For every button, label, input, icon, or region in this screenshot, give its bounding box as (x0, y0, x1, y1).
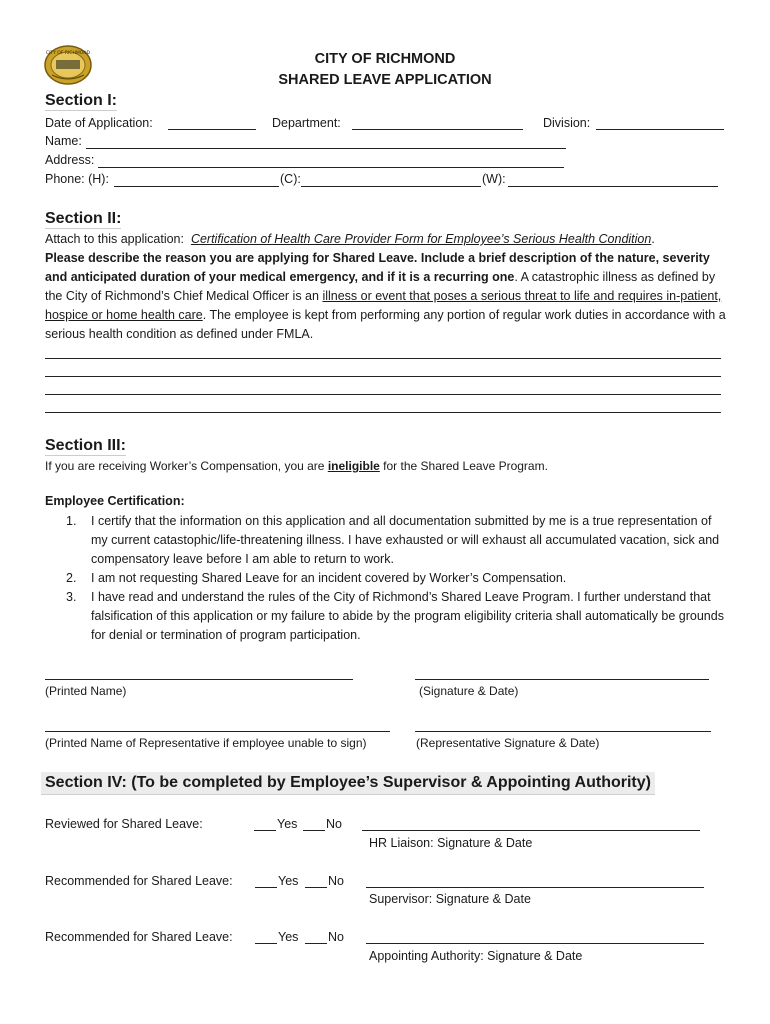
reviewed-yes-label: Yes (277, 817, 298, 831)
appointing-signature-field[interactable] (366, 943, 704, 944)
address-field[interactable] (98, 167, 564, 168)
department-label: Department: (272, 116, 341, 130)
form-title-line-1: CITY OF RICHMOND (314, 51, 456, 67)
appointing-yes-blank[interactable] (255, 943, 277, 944)
department-field[interactable] (352, 129, 523, 130)
certification-item-1: 1. I certify that the information on this application and all documentation submitted by me is a true representation of my current catastophic/life-threatening illness. I have exhausted or will exhaust all accumulated vacation, sick and compensatory leave before I am able to return to work. (66, 514, 720, 566)
supervisor-caption: Supervisor: Signature & Date (369, 892, 531, 906)
date-of-application-field[interactable] (168, 129, 256, 130)
supervisor-yes-label: Yes (278, 874, 299, 888)
date-of-application-label: Date of Application: (45, 116, 153, 130)
hr-liaison-signature-field[interactable] (362, 830, 700, 831)
supervisor-signature-field[interactable] (366, 887, 704, 888)
division-field[interactable] (596, 129, 724, 130)
certification-item-3: 3. I have read and understand the rules of the City of Richmond’s Shared Leave Program. I further understand that falsification of this application or my failure to abide by the program eligibility criteria shall automatically be grounds for denial or termination of program participation. (66, 590, 724, 642)
certification-item-2: 2. I am not requesting Shared Leave for an incident covered by Worker’s Compensation. (66, 571, 567, 585)
name-field[interactable] (86, 148, 566, 149)
reason-line-3[interactable] (45, 394, 721, 395)
phone-cell-field[interactable] (301, 186, 481, 187)
health-care-form-link[interactable]: Certification of Health Care Provider Form for Employee’s Serious Health Condition (190, 232, 652, 246)
recommended-appointing-label: Recommended for Shared Leave: (45, 930, 233, 944)
workers-comp-notice: If you are receiving Worker’s Compensation, you are ineligible for the Shared Leave Program. (45, 459, 548, 473)
recommended-supervisor-label: Recommended for Shared Leave: (45, 874, 233, 888)
reviewed-yes-blank[interactable] (254, 830, 276, 831)
printed-rep-caption: (Printed Name of Representative if employee unable to sign) (45, 736, 367, 750)
printed-name-field[interactable] (45, 679, 353, 680)
appointing-no-label: No (328, 930, 344, 944)
phone-cell-label: (C): (280, 172, 301, 186)
supervisor-yes-blank[interactable] (255, 887, 277, 888)
appointing-no-blank[interactable] (305, 943, 327, 944)
svg-text:CITY OF RICHMOND: CITY OF RICHMOND (45, 51, 91, 56)
name-label: Name: (45, 134, 82, 148)
signature-date-field[interactable] (415, 679, 709, 680)
section-3-heading: Section III: (45, 437, 126, 454)
form-title-line-2: SHARED LEAVE APPLICATION (278, 72, 492, 88)
appointing-yes-label: Yes (278, 930, 299, 944)
phone-work-field[interactable] (508, 186, 718, 187)
reviewed-no-blank[interactable] (303, 830, 325, 831)
phone-home-label: Phone: (H): (45, 172, 109, 186)
reason-instructions: Please describe the reason you are applying for Shared Leave. Include a brief description of the nature, severity and anticipated duration of your medical emergency, and if it is a recurring one. A catastrophic illness as defined by the City of Richmond’s Chief Medical Officer is an illness or event that poses a serious threat to life and requires in-patient, hospice or home health care. The employee is kept from performing any portion of regular work duties in accordance with a serious health condition as defined under FMLA. (45, 251, 726, 341)
appointing-authority-caption: Appointing Authority: Signature & Date (369, 949, 583, 963)
rep-signature-field[interactable] (415, 731, 711, 732)
reason-line-1[interactable] (45, 358, 721, 359)
hr-liaison-caption: HR Liaison: Signature & Date (369, 836, 533, 850)
printed-rep-name-field[interactable] (45, 731, 390, 732)
employee-certification-heading: Employee Certification: (45, 494, 185, 508)
phone-home-field[interactable] (114, 186, 279, 187)
division-label: Division: (543, 116, 591, 130)
attachment-instruction: Attach to this application: Certification of Health Care Provider Form for Employee’s Serious Health Condition. (45, 232, 655, 246)
printed-name-caption: (Printed Name) (45, 684, 127, 698)
rep-signature-caption: (Representative Signature & Date) (416, 736, 600, 750)
phone-work-label: (W): (482, 172, 506, 186)
reviewed-label: Reviewed for Shared Leave: (45, 817, 203, 831)
section-2-heading: Section II: (45, 210, 122, 227)
supervisor-no-blank[interactable] (305, 887, 327, 888)
signature-date-caption: (Signature & Date) (419, 684, 519, 698)
reason-line-4[interactable] (45, 412, 721, 413)
reviewed-no-label: No (326, 817, 342, 831)
supervisor-no-label: No (328, 874, 344, 888)
address-label: Address: (45, 153, 95, 167)
section-4-heading: Section IV: (To be completed by Employee’s Supervisor & Appointing Authority) (41, 772, 655, 795)
reason-line-2[interactable] (45, 376, 721, 377)
section-1-heading: Section I: (45, 92, 118, 109)
